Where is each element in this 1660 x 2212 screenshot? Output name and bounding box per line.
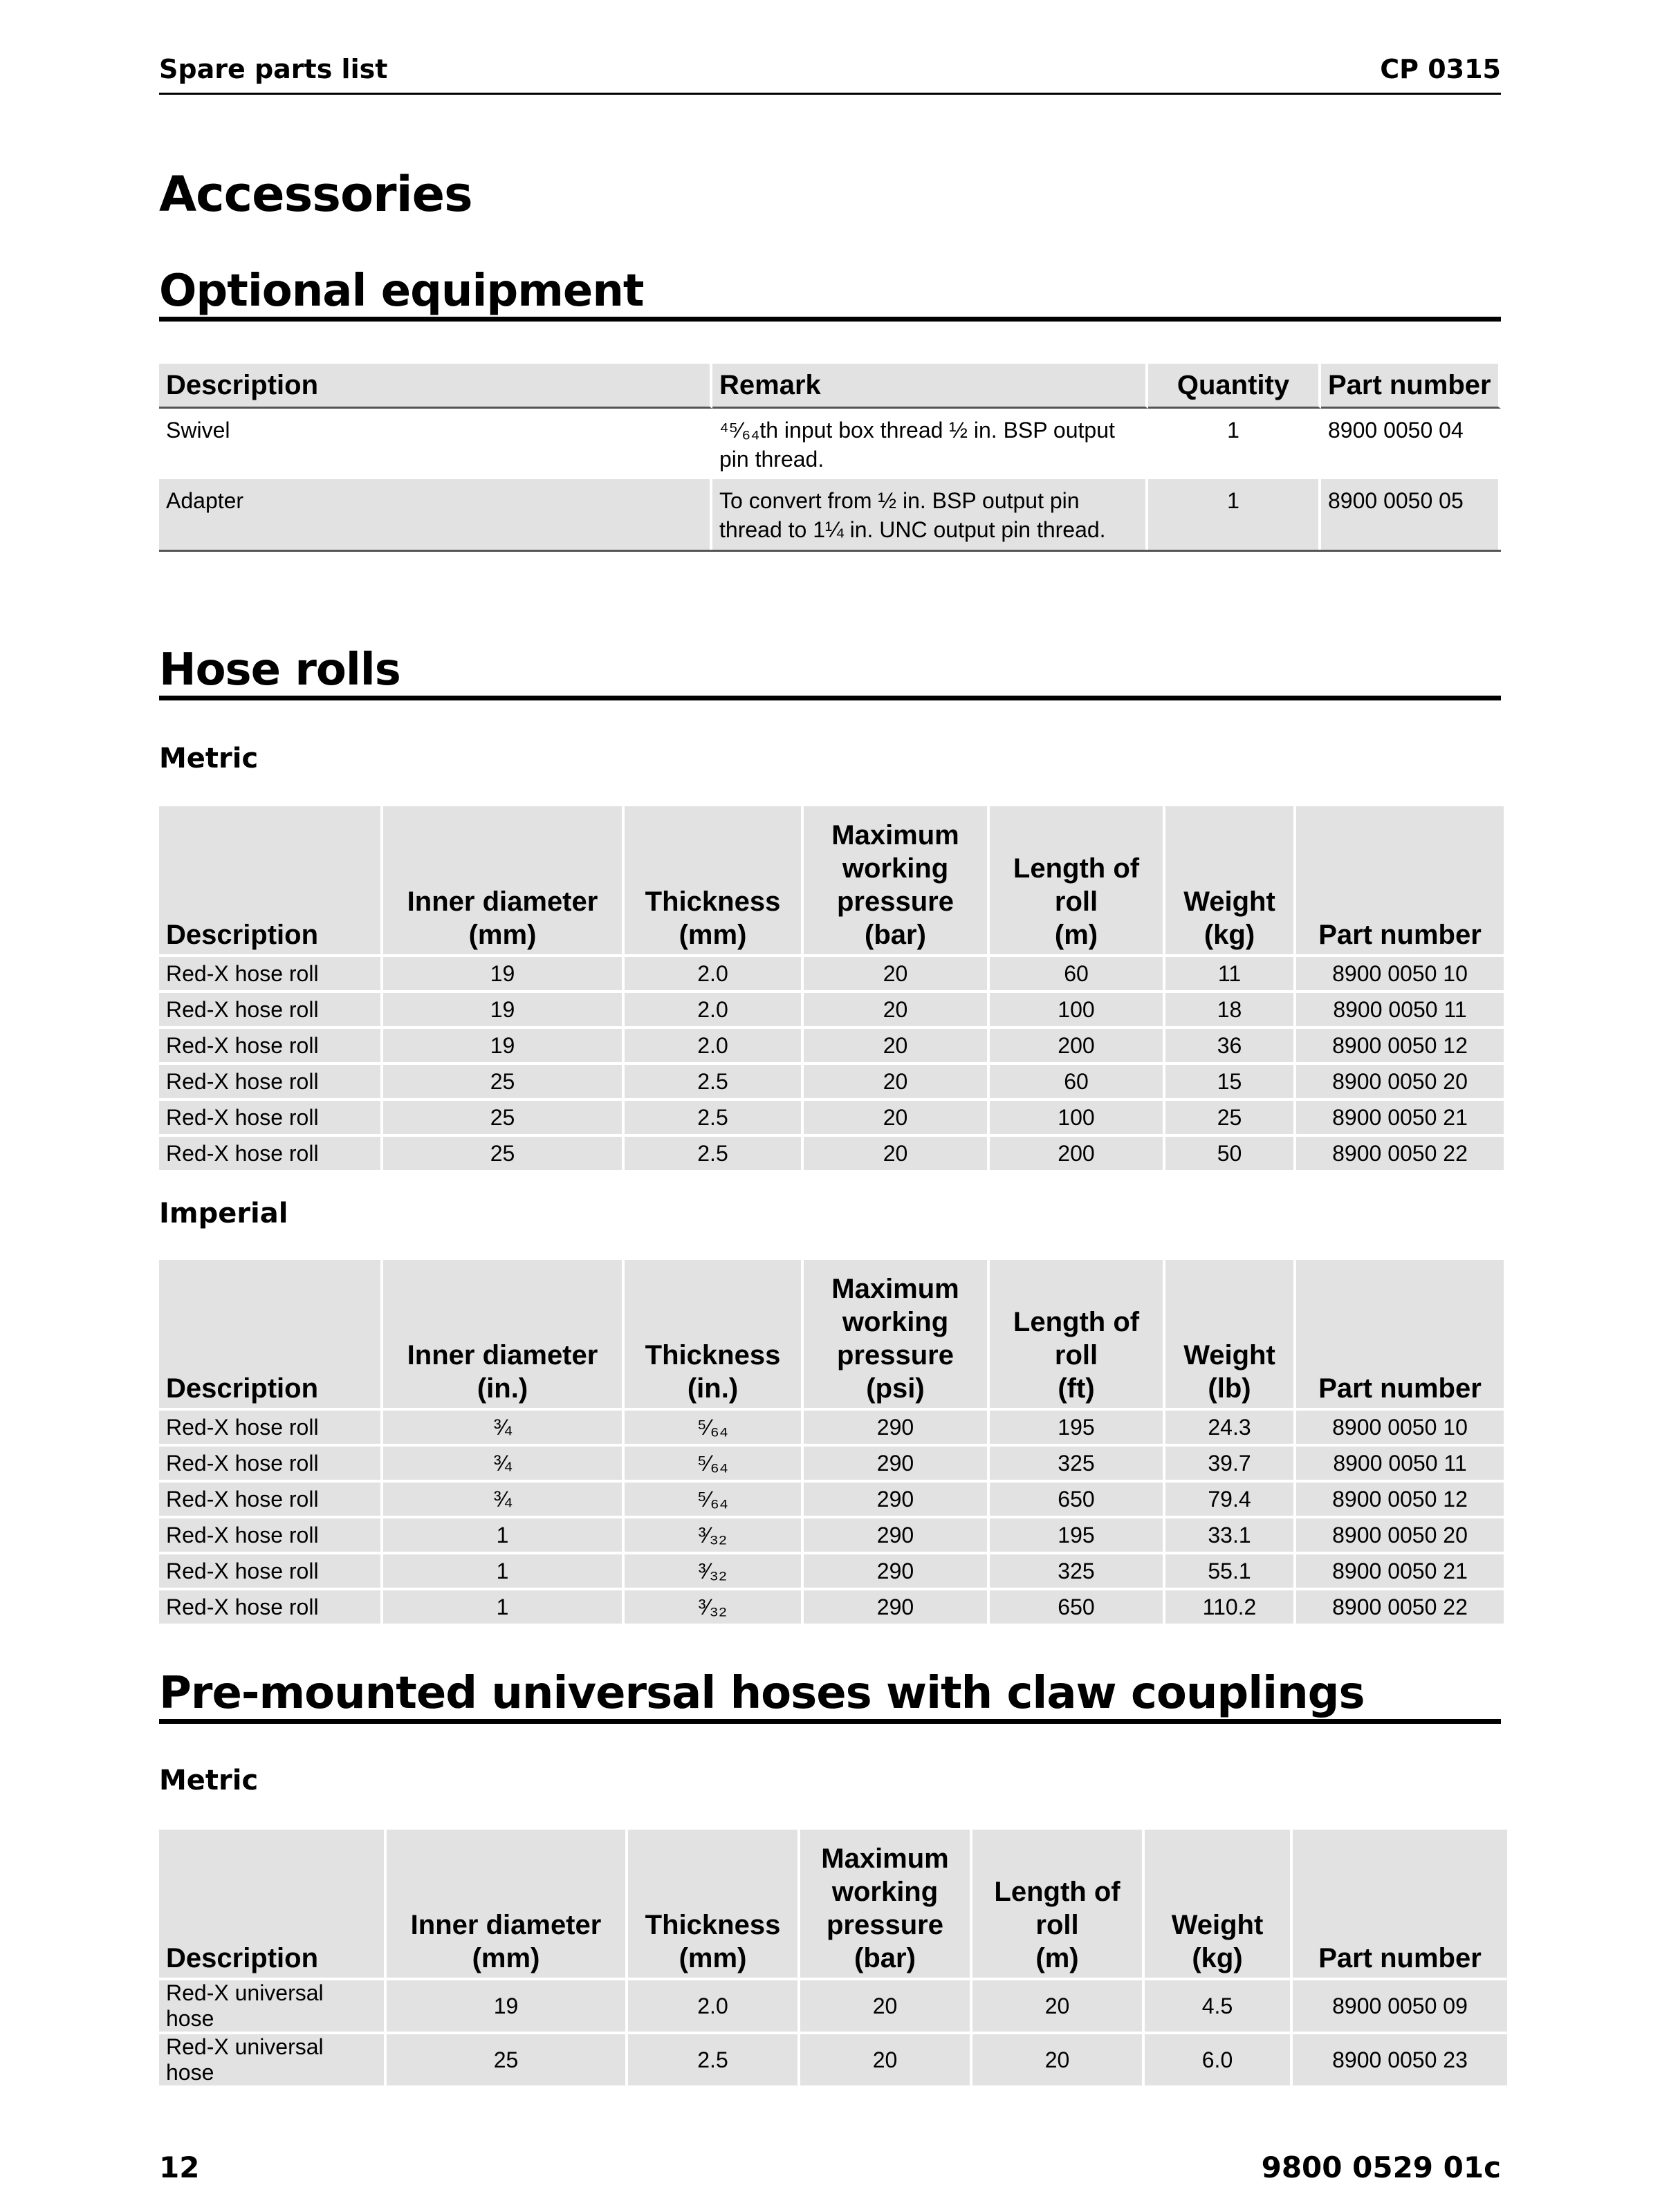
table-cell: 60 — [990, 957, 1163, 990]
optional-equipment-table — [159, 364, 1501, 552]
col-thickness — [625, 806, 801, 954]
col-inner-diameter — [387, 1830, 625, 1978]
table-header-row — [159, 806, 1504, 954]
col-description — [159, 1830, 384, 1978]
col-part-number — [1296, 806, 1504, 954]
header-line: (mm) — [468, 920, 537, 950]
table-cell: 2.5 — [628, 2034, 797, 2085]
table-cell: Red-X hose roll — [159, 1518, 380, 1552]
table-cell: 20 — [804, 1137, 987, 1170]
table-cell: 2.0 — [628, 1980, 797, 2032]
table-cell: 55.1 — [1165, 1554, 1293, 1588]
table-cell: 200 — [990, 1137, 1163, 1170]
header-line: Description — [166, 920, 319, 950]
table-cell: ⁵⁄₆₄ — [625, 1447, 801, 1480]
table-cell: 8900 0050 20 — [1296, 1518, 1504, 1552]
table-cell: 11 — [1165, 957, 1293, 990]
table-cell: 20 — [804, 1029, 987, 1062]
table-cell: 290 — [804, 1518, 987, 1552]
col-remark: Remark — [712, 364, 1148, 409]
col-weight — [1165, 1260, 1293, 1408]
header-line: Thickness — [645, 1910, 781, 1940]
table-cell: 79.4 — [1165, 1483, 1293, 1516]
table-cell: 20 — [804, 993, 987, 1026]
table-cell: 60 — [990, 1065, 1163, 1098]
table-cell: 100 — [990, 1101, 1163, 1134]
table-cell: 290 — [804, 1483, 987, 1516]
table-cell: 25 — [1165, 1101, 1293, 1134]
header-line: roll — [1054, 1340, 1098, 1370]
subsection-metric: Metric — [159, 743, 259, 774]
table-row — [159, 1590, 1504, 1624]
header-line: (mm) — [472, 1943, 540, 1973]
table-row — [159, 1029, 1504, 1062]
col-weight — [1145, 1830, 1290, 1978]
header-line: (ft) — [1058, 1373, 1095, 1404]
table-cell: 18 — [1165, 993, 1293, 1026]
table-header-row — [159, 1260, 1504, 1408]
table-cell: 8900 0050 23 — [1293, 2034, 1507, 2085]
table-cell: 8900 0050 21 — [1296, 1101, 1504, 1134]
header-line: (mm) — [679, 920, 747, 950]
header-line: (kg) — [1204, 920, 1255, 950]
table-cell: 8900 0050 22 — [1296, 1590, 1504, 1624]
table-cell: 2.0 — [625, 957, 801, 990]
table-cell: 25 — [383, 1101, 622, 1134]
table-cell: 19 — [383, 1029, 622, 1062]
header-line: (psi) — [866, 1373, 925, 1404]
table-cell: 2.5 — [625, 1137, 801, 1170]
table-cell: 8900 0050 11 — [1296, 1447, 1504, 1480]
table-cell: 36 — [1165, 1029, 1293, 1062]
table-cell: ¾ — [383, 1483, 622, 1516]
table-cell: 8900 0050 22 — [1296, 1137, 1504, 1170]
table-cell: 6.0 — [1145, 2034, 1290, 2085]
table-cell: 20 — [804, 957, 987, 990]
table-cell: 33.1 — [1165, 1518, 1293, 1552]
header-line: (kg) — [1192, 1943, 1243, 1973]
table-cell: 20 — [800, 1980, 970, 2032]
table-cell: 290 — [804, 1590, 987, 1624]
table-cell: 650 — [990, 1590, 1163, 1624]
header-line: Length of — [1013, 1307, 1140, 1337]
cell-part-number: 8900 0050 05 — [1321, 479, 1501, 550]
col-roll-length — [990, 1260, 1163, 1408]
header-line: Inner diameter — [410, 1910, 602, 1940]
page-header — [159, 53, 1501, 95]
table-cell: 1 — [383, 1518, 622, 1552]
table-cell: 24.3 — [1165, 1411, 1293, 1444]
table-cell: 8900 0050 10 — [1296, 957, 1504, 990]
header-line: Length of — [1013, 853, 1140, 884]
col-part-number — [1293, 1830, 1507, 1978]
header-line: pressure — [837, 886, 954, 917]
table-cell: ¾ — [383, 1447, 622, 1480]
header-line: Description — [166, 1373, 319, 1404]
table-cell: 200 — [990, 1029, 1163, 1062]
header-line: Maximum — [831, 1274, 959, 1304]
table-cell: 20 — [972, 2034, 1142, 2085]
table-cell: 195 — [990, 1411, 1163, 1444]
col-max-pressure — [804, 1260, 987, 1408]
table-cell: 2.5 — [625, 1065, 801, 1098]
table-cell: 19 — [387, 1980, 625, 2032]
header-line: (bar) — [854, 1943, 916, 1973]
header-title: Spare parts list — [159, 54, 388, 84]
table-cell: 325 — [990, 1554, 1163, 1588]
col-description — [159, 1260, 380, 1408]
table-row — [159, 1065, 1504, 1098]
header-line: (bar) — [865, 920, 926, 950]
table-cell: 195 — [990, 1518, 1163, 1552]
header-line: Part number — [1318, 1373, 1482, 1404]
table-row — [159, 1101, 1504, 1134]
header-line: Description — [166, 1943, 319, 1973]
table-cell: 650 — [990, 1483, 1163, 1516]
table-cell: Red-X hose roll — [159, 1137, 380, 1170]
table-cell: Red-X hose roll — [159, 993, 380, 1026]
table-cell: Red-X hose roll — [159, 1483, 380, 1516]
table-cell: 50 — [1165, 1137, 1293, 1170]
cell-remark: ⁴⁵⁄₆₄th input box thread ½ in. BSP output pin thread. — [712, 409, 1148, 479]
table-cell: 8900 0050 09 — [1293, 1980, 1507, 2032]
table-row — [159, 957, 1504, 990]
header-line: pressure — [827, 1910, 943, 1940]
col-inner-diameter — [383, 806, 622, 954]
table-cell: 20 — [972, 1980, 1142, 2032]
header-line: (m) — [1054, 920, 1098, 950]
col-weight — [1165, 806, 1293, 954]
table-cell: 20 — [800, 2034, 970, 2085]
table-cell: 25 — [383, 1137, 622, 1170]
header-line: (in.) — [687, 1373, 739, 1404]
table-cell: ³⁄₃₂ — [625, 1518, 801, 1552]
subsection-imperial: Imperial — [159, 1198, 288, 1229]
table-cell: 8900 0050 21 — [1296, 1554, 1504, 1588]
header-line: Length of — [994, 1877, 1120, 1907]
table-cell: 19 — [383, 993, 622, 1026]
table-cell: Red-X hose roll — [159, 1590, 380, 1624]
header-line: Weight — [1171, 1910, 1264, 1940]
table-row — [159, 1447, 1504, 1480]
header-line: roll — [1054, 886, 1098, 917]
section-hose-rolls: Hose rolls — [159, 644, 1501, 700]
hose-rolls-metric-table — [156, 803, 1506, 1173]
subsection-metric: Metric — [159, 1765, 259, 1796]
header-line: working — [831, 1877, 939, 1907]
col-part-number: Part number — [1321, 364, 1501, 409]
header-line: Weight — [1183, 1340, 1275, 1370]
section-universal-hoses: Pre-mounted universal hoses with claw couplings — [159, 1668, 1501, 1724]
table-cell: 110.2 — [1165, 1590, 1293, 1624]
header-line: Maximum — [821, 1843, 949, 1874]
cell-description: Swivel — [159, 409, 712, 479]
col-thickness — [625, 1260, 801, 1408]
page-number: 12 — [159, 2150, 200, 2184]
header-line: working — [842, 1307, 949, 1337]
table-cell: 39.7 — [1165, 1447, 1293, 1480]
section-optional-equipment: Optional equipment — [159, 266, 1501, 322]
table-row — [159, 479, 1501, 550]
header-line: (mm) — [679, 1943, 747, 1973]
table-cell: 290 — [804, 1554, 987, 1588]
document-number: 9800 0529 01c — [1261, 2150, 1501, 2184]
table-cell: 8900 0050 12 — [1296, 1029, 1504, 1062]
table-cell: 290 — [804, 1411, 987, 1444]
table-cell: ³⁄₃₂ — [625, 1590, 801, 1624]
table-cell: ³⁄₃₂ — [625, 1554, 801, 1588]
header-line: Weight — [1183, 886, 1275, 917]
table-cell: 19 — [383, 957, 622, 990]
col-description — [159, 806, 380, 954]
col-max-pressure — [800, 1830, 970, 1978]
table-cell: 2.0 — [625, 1029, 801, 1062]
table-cell: Red-X hose roll — [159, 1447, 380, 1480]
table-cell: 20 — [804, 1101, 987, 1134]
header-line: (m) — [1035, 1943, 1079, 1973]
header-line: Inner diameter — [407, 886, 598, 917]
table-cell: 8900 0050 11 — [1296, 993, 1504, 1026]
table-row — [159, 993, 1504, 1026]
table-cell: 8900 0050 12 — [1296, 1483, 1504, 1516]
table-cell: 8900 0050 10 — [1296, 1411, 1504, 1444]
header-model: CP 0315 — [1380, 54, 1501, 84]
header-line: Maximum — [831, 820, 959, 851]
table-cell: 2.0 — [625, 993, 801, 1026]
table-cell: 2.5 — [625, 1101, 801, 1134]
table-cell: 290 — [804, 1447, 987, 1480]
header-line: Inner diameter — [407, 1340, 598, 1370]
header-line: pressure — [837, 1340, 954, 1370]
table-row — [159, 1554, 1504, 1588]
table-cell: 25 — [383, 1065, 622, 1098]
header-line: (lb) — [1208, 1373, 1251, 1404]
table-header-row — [159, 1830, 1507, 1978]
table-cell: Red-X hose roll — [159, 957, 380, 990]
table-cell: ¾ — [383, 1411, 622, 1444]
cell-quantity: 1 — [1148, 479, 1321, 550]
header-line: roll — [1035, 1910, 1079, 1940]
table-row — [159, 1483, 1504, 1516]
col-thickness — [628, 1830, 797, 1978]
cell-description: Adapter — [159, 479, 712, 550]
table-cell: Red-X universal hose — [159, 1980, 384, 2032]
col-quantity: Quantity — [1148, 364, 1321, 409]
table-row — [159, 409, 1501, 479]
header-line: Part number — [1318, 1943, 1482, 1973]
table-cell: ⁵⁄₆₄ — [625, 1483, 801, 1516]
table-cell: 25 — [387, 2034, 625, 2085]
header-line: working — [842, 853, 949, 884]
table-cell: Red-X hose roll — [159, 1029, 380, 1062]
table-row — [159, 1137, 1504, 1170]
header-line: Thickness — [645, 1340, 781, 1370]
table-cell: Red-X hose roll — [159, 1554, 380, 1588]
col-roll-length — [990, 806, 1163, 954]
table-cell: 8900 0050 20 — [1296, 1065, 1504, 1098]
table-cell: 20 — [804, 1065, 987, 1098]
table-cell: Red-X hose roll — [159, 1411, 380, 1444]
table-row — [159, 2034, 1507, 2085]
table-cell: Red-X universal hose — [159, 2034, 384, 2085]
hose-rolls-imperial-table — [156, 1257, 1506, 1626]
table-cell: ⁵⁄₆₄ — [625, 1411, 801, 1444]
table-cell: 1 — [383, 1554, 622, 1588]
table-cell: 15 — [1165, 1065, 1293, 1098]
table-header-row — [159, 364, 1501, 409]
table-row — [159, 1980, 1507, 2032]
table-cell: 1 — [383, 1590, 622, 1624]
col-inner-diameter — [383, 1260, 622, 1408]
page-title: Accessories — [159, 166, 472, 223]
table-row — [159, 1518, 1504, 1552]
cell-quantity: 1 — [1148, 409, 1321, 479]
col-max-pressure — [804, 806, 987, 954]
table-cell: 100 — [990, 993, 1163, 1026]
header-line: (in.) — [477, 1373, 528, 1404]
table-cell: 325 — [990, 1447, 1163, 1480]
header-line: Thickness — [645, 886, 781, 917]
col-part-number — [1296, 1260, 1504, 1408]
table-row — [159, 1411, 1504, 1444]
cell-remark: To convert from ½ in. BSP output pin thread to 1¼ in. UNC output pin thread. — [712, 479, 1148, 550]
col-description: Description — [159, 364, 712, 409]
cell-part-number: 8900 0050 04 — [1321, 409, 1501, 479]
table-cell: Red-X hose roll — [159, 1101, 380, 1134]
table-cell: Red-X hose roll — [159, 1065, 380, 1098]
col-roll-length — [972, 1830, 1142, 1978]
header-line: Part number — [1318, 920, 1482, 950]
table-cell: 4.5 — [1145, 1980, 1290, 2032]
universal-hoses-metric-table — [156, 1827, 1510, 2088]
